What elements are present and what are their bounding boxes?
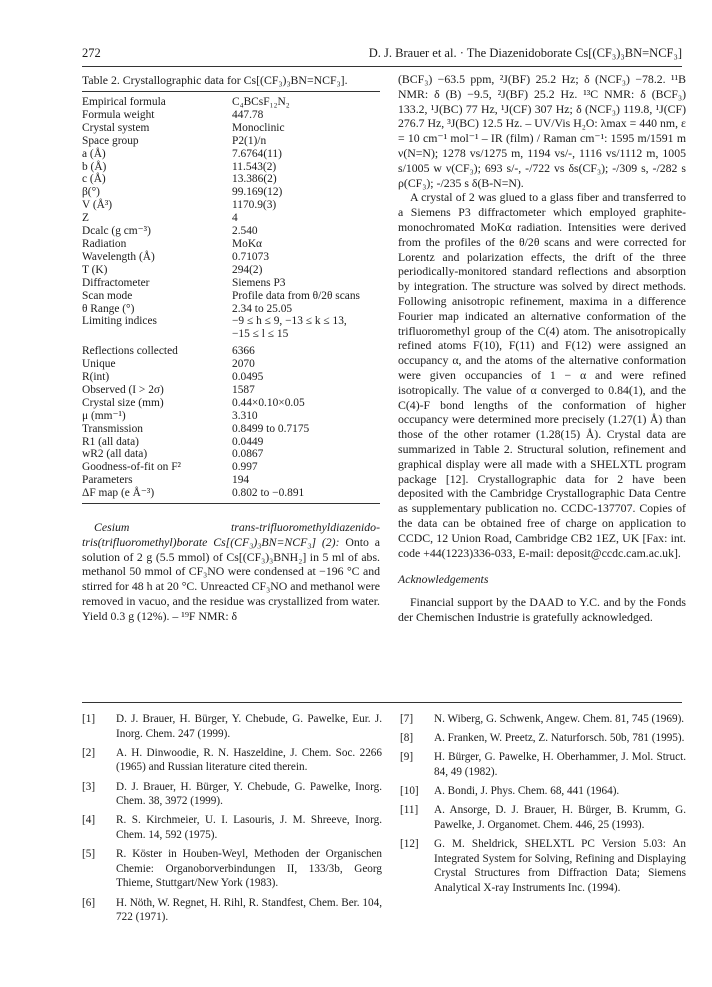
reference-item xyxy=(400,750,686,779)
reference-number: [3] xyxy=(82,780,96,793)
table-row xyxy=(82,341,380,358)
reference-text: A. H. Dinwoodie, R. N. Haszeldine, J. Chem. Soc. 2266 (1965) and Russian literature cited therein. xyxy=(116,746,382,774)
reference-number: [12] xyxy=(400,838,419,851)
table-value: 0.44×0.10×0.05 xyxy=(232,396,305,409)
reference-number: [11] xyxy=(400,804,419,817)
reference-item xyxy=(400,784,686,799)
reference-number: [4] xyxy=(82,814,96,827)
reference-item xyxy=(400,837,686,895)
table-key: ΔF map (e Å⁻³) xyxy=(82,487,155,500)
table-row xyxy=(82,173,380,186)
table-key: R1 (all data) xyxy=(82,435,139,448)
reference-number: [5] xyxy=(82,848,96,861)
table-row xyxy=(82,328,380,341)
table-value: 0.0867 xyxy=(232,448,264,461)
table-row xyxy=(82,238,380,251)
table-key: Transmission xyxy=(82,422,143,435)
table-value: 0.0449 xyxy=(232,435,264,448)
table-value: 13.386(2) xyxy=(232,173,277,186)
table-value: MoKα xyxy=(232,237,263,250)
reference-text: N. Wiberg, G. Schwenk, Angew. Chem. 81, 745 (1969). xyxy=(434,713,685,725)
reference-number: [7] xyxy=(400,713,414,725)
table-row xyxy=(82,186,380,199)
table-value: 4 xyxy=(232,212,238,225)
table-value: 2.34 to 25.05 xyxy=(232,302,293,315)
reference-text: D. J. Brauer, H. Bürger, Y. Chebude, G. Pawelke, Inorg. Chem. 38, 3972 (1999). xyxy=(116,780,382,808)
table-row xyxy=(82,251,380,264)
right-column xyxy=(398,72,686,625)
reference-item xyxy=(82,746,382,775)
table-key: β(°) xyxy=(82,186,100,199)
table-value: 2070 xyxy=(232,358,255,371)
table-key: Unique xyxy=(82,358,116,371)
reference-text: R. Köster in Houben-Weyl, Methoden der Organischen Chemie: Organoborverbindungen II, 133/3b, Georg Thieme, Stuttgart/New York (1983). xyxy=(116,848,382,890)
table-row xyxy=(82,290,380,303)
table-key: b (Å) xyxy=(82,160,107,173)
table-value: 3.310 xyxy=(232,409,258,422)
table-key: θ Range (°) xyxy=(82,302,135,315)
reference-item xyxy=(400,731,686,746)
acknowledgements-heading: Acknowledgements xyxy=(398,572,489,587)
table-key: Scan mode xyxy=(82,289,133,302)
table-value: 11.543(2) xyxy=(232,160,277,173)
references-right-column xyxy=(400,712,686,900)
table-key xyxy=(82,328,232,341)
table-key: Dcalc (g cm⁻³) xyxy=(82,225,151,238)
table-row xyxy=(82,384,380,397)
reference-item xyxy=(82,780,382,809)
table-key: Observed (I > 2σ) xyxy=(82,383,164,396)
left-column xyxy=(82,72,380,624)
table-key: T (K) xyxy=(82,263,108,276)
crystal-structure-paragraph: A crystal of 2 was glued to a glass fiber and transferred to a Siemens P3 diffractometer which employed graphite-monochromated MoKα radiation. Intensities were derived from the profiles of the θ/2θ scans and were corrected for Lorentz and polarization effects, the drift of the three periodically-monitored standard reflections and absorption by integration. The structure was solved by direct methods. Following anisotropic refinement, maxima in a difference Fourier map indicated an alternative conformation of the trifluoromethyl group of the C(4) atom. The anisotropically refined atoms F(10), F(11) and F(12) were assigned an occupancy α, and the atoms of the alternative conformation were given occupancies of 1 − α and were refined isotropically. The value of α converged to 0.84(1), and the C(4)-F bond lengths of the conformation of higher occupancy were determined more precisely (1.27(1) Å) than those of the other rotamer (1.28(15) Å). Crystal data are summarized in Table 2. Structural solution, refinement and graphical display were all made with a SHELXTL program package [12]. Crystallographic data for 2 have been deposited with the Cambridge Crystallographic Data Centre as supplementary publication no. CCDC-137707. Copies of the data can be obtained free of charge on application to CCDC, 12 Union Road, Cambridge CB2 1EZ, UK [Fax: int. code +44(1223)336-033, E-mail: deposit@ccdc.cam.ac.uk]. xyxy=(398,190,686,560)
table-row xyxy=(82,448,380,461)
table-key: Goodness-of-fit on F² xyxy=(82,461,181,474)
table-key: Space group xyxy=(82,134,139,147)
table-row xyxy=(82,199,380,212)
nmr-paragraph: (BCF₃) −63.5 ppm, ²J(BF) 25.2 Hz; δ (NCF₃) −78.2. ¹¹B NMR: δ (B) −9.5, ²J(BF) 25.2 Hz. ¹³C NMR: δ (BCF₃) 133.2, ¹J(BC) 77 Hz, ¹J(CF) 307 Hz; δ (NCF₃) 119.8, ¹J(CF) 276.7 Hz, ³J(BC) 12.5 Hz. – UV/Vis H₂O: λmax = 440 nm, ε = 10 cm⁻¹ mol⁻¹ – IR (film) / Raman cm⁻¹: 1595 m/1591 m ν(N=N); 1278 vs/1275 m, 1194 vs/-, 1116 vs/1112 m, 1005 s/1005 w ν(CF₃); 693 s/-, -/722 vs δs(CF₃); -/309 s, -/282 s ρ(CF₃); -/235 s δ(B-N=N). xyxy=(398,72,686,190)
table-row xyxy=(82,109,380,122)
table-value: P2(1)/n xyxy=(232,134,267,147)
reference-item xyxy=(82,813,382,842)
running-title: D. J. Brauer et al. · The Diazenidoborate Cs[(CF₃)₃BN=NCF₃] xyxy=(368,46,682,60)
table-row xyxy=(82,96,380,109)
table-value: 2.540 xyxy=(232,225,258,238)
references-left-column xyxy=(82,712,382,929)
table-key: c (Å) xyxy=(82,173,106,186)
table-row xyxy=(82,461,380,474)
table-value: 0.802 to −0.891 xyxy=(232,487,305,500)
table-row xyxy=(82,161,380,174)
table-value: 194 xyxy=(232,474,250,487)
reference-item xyxy=(82,896,382,925)
table-row xyxy=(82,358,380,371)
reference-number: [8] xyxy=(400,732,414,745)
table-key: a (Å) xyxy=(82,147,106,160)
compound-heading: Cesium trans-trifluoromethyldiazenido-tris(trifluoromethyl)borate Cs[(CF₃)₃BN=NCF₃] (2): xyxy=(82,520,380,549)
table-key: wR2 (all data) xyxy=(82,448,148,461)
experimental-section xyxy=(82,520,380,624)
header-rule xyxy=(82,66,682,67)
table-value: 1170.9(3) xyxy=(232,199,277,212)
reference-text: H. Nöth, W. Regnet, H. Rihl, R. Standfest, Chem. Ber. 104, 722 (1971). xyxy=(116,896,382,924)
table-key: Radiation xyxy=(82,237,127,250)
table-value: Siemens P3 xyxy=(232,276,286,289)
reference-text: A. Franken, W. Preetz, Z. Naturforsch. 50b, 781 (1995). xyxy=(434,732,685,745)
table-value: 447.78 xyxy=(232,108,264,121)
reference-number: [1] xyxy=(82,713,96,725)
table-row xyxy=(82,371,380,384)
references-rule xyxy=(82,702,682,703)
table-value: Monoclinic xyxy=(232,121,285,134)
reference-item xyxy=(82,847,382,891)
table-key: Limiting indices xyxy=(82,315,157,328)
table-key: Formula weight xyxy=(82,108,155,121)
acknowledgements-text: Financial support by the DAAD to Y.C. and by the Fonds der Chemischen Industrie is gratefully acknowledged. xyxy=(398,595,686,625)
table-key: Crystal system xyxy=(82,121,150,134)
table-row xyxy=(82,303,380,316)
table-row xyxy=(82,264,380,277)
table-value: 0.997 xyxy=(232,461,258,474)
table-row xyxy=(82,122,380,135)
crystallographic-data-table xyxy=(82,96,380,500)
table-value: 0.71073 xyxy=(232,250,270,263)
table-key: Crystal size (mm) xyxy=(82,396,164,409)
table-value: 7.6764(11) xyxy=(232,147,282,160)
table-key: Wavelength (Å) xyxy=(82,250,155,263)
table-row xyxy=(82,410,380,423)
table-row xyxy=(82,487,380,500)
table-value: C₄BCsF₁₂N₂ xyxy=(232,96,290,108)
table-key: μ (mm⁻¹) xyxy=(82,409,126,422)
table-value: 0.8499 to 0.7175 xyxy=(232,422,310,435)
reference-number: [6] xyxy=(82,896,96,909)
table-row xyxy=(82,212,380,225)
reference-number: [2] xyxy=(82,746,96,759)
table-caption: Table 2. Crystallographic data for Cs[(CF₃)₃BN=NCF₃]. xyxy=(82,73,348,87)
table-value: 1587 xyxy=(232,383,255,396)
table-key: Reflections collected xyxy=(82,345,178,358)
reference-text: G. M. Sheldrick, SHELXTL PC Version 5.03: An Integrated System for Solving, Refining and Displaying Crystal Structures from Diffraction Data; Siemens Analytical X-ray Instruments Inc. (1994). xyxy=(434,838,686,894)
table-value: 294(2) xyxy=(232,263,263,276)
table-key: Parameters xyxy=(82,474,133,487)
reference-text: A. Ansorge, D. J. Brauer, H. Bürger, B. Krumm, G. Pawelke, J. Organomet. Chem. 446, 25 (1993). xyxy=(434,804,686,831)
reference-item xyxy=(400,712,686,727)
page-number: 272 xyxy=(82,46,101,60)
table-value: −15 ≤ l ≤ 15 xyxy=(232,328,289,341)
table-key: Empirical formula xyxy=(82,96,166,108)
table-value: 99.169(12) xyxy=(232,186,283,199)
reference-text: H. Bürger, G. Pawelke, H. Oberhammer, J. Mol. Struct. 84, 49 (1982). xyxy=(434,751,686,778)
reference-item xyxy=(400,803,686,832)
table-key: Diffractometer xyxy=(82,276,150,289)
table-row xyxy=(82,225,380,238)
table-key: V (Å³) xyxy=(82,199,113,212)
table-bottom-rule xyxy=(82,503,380,504)
reference-item xyxy=(82,712,382,741)
table-row xyxy=(82,315,380,328)
table-row xyxy=(82,436,380,449)
experimental-paragraph xyxy=(82,520,380,624)
table-key: Z xyxy=(82,212,89,225)
table-row xyxy=(82,474,380,487)
table-value: Profile data from θ/2θ scans xyxy=(232,289,360,302)
reference-text: D. J. Brauer, H. Bürger, Y. Chebude, G. Pawelke, Eur. J. Inorg. Chem. 247 (1999). xyxy=(116,713,382,740)
table-row xyxy=(82,135,380,148)
reference-number: [10] xyxy=(400,785,419,798)
table-top-rule xyxy=(82,91,380,92)
experimental-text: Onto a solution of 2 g (5.5 mmol) of Cs[(CF₃)₃BNH₂] in 5 ml of abs. methanol 50 mmol of CF₃NO were condensed at −196 °C and stirred for 48 h at 20 °C. Unreacted CF₃NO and methanol were removed in vacuo, and the residue was crystallized from water. Yield 0.3 g (12%). – ¹⁹F NMR: δ xyxy=(82,534,380,623)
reference-text: A. Bondi, J. Phys. Chem. 68, 441 (1964). xyxy=(434,785,620,798)
page-header xyxy=(82,46,682,64)
table-key: R(int) xyxy=(82,371,110,384)
table-value: 6366 xyxy=(232,345,255,358)
table-value: −9 ≤ h ≤ 9, −13 ≤ k ≤ 13, xyxy=(232,315,347,328)
table-value: 0.0495 xyxy=(232,371,264,384)
reference-text: R. S. Kirchmeier, U. I. Lasouris, J. M. Shreeve, Inorg. Chem. 14, 592 (1975). xyxy=(116,814,382,841)
reference-number: [9] xyxy=(400,751,414,764)
table-row xyxy=(82,277,380,290)
table-row xyxy=(82,148,380,161)
table-row xyxy=(82,397,380,410)
table-row xyxy=(82,423,380,436)
